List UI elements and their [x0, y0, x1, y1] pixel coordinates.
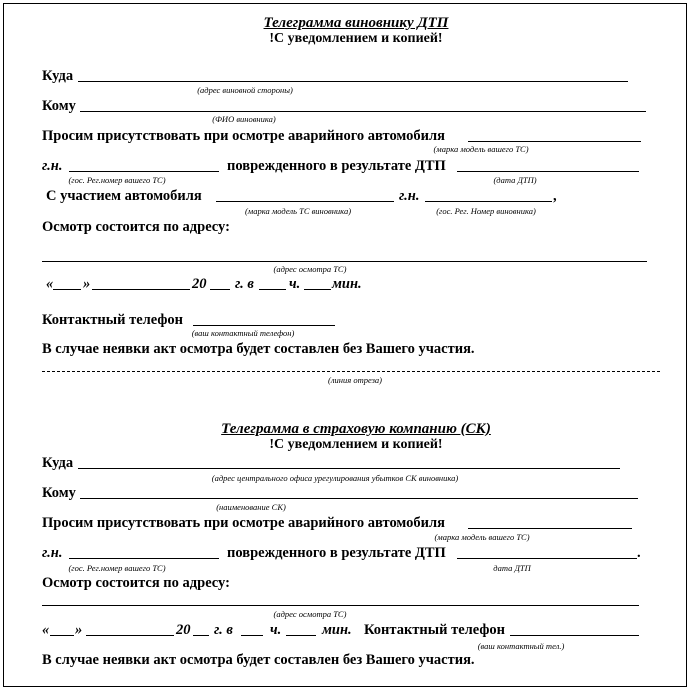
hint-brand-culprit: (марка модель ТС виновника)	[244, 206, 352, 216]
request-text: Просим присутствовать при осмотре аварийного автомобиля	[42, 128, 445, 144]
hint-name: (наименование СК)	[216, 502, 286, 512]
year-prefix: 20	[192, 276, 207, 292]
telegram-title: Телеграмма виновнику ДТП	[263, 15, 449, 31]
to-whom-line[interactable]	[80, 498, 638, 499]
inspection-text: Осмотр состоится по адресу:	[42, 575, 230, 591]
hint-brand: (марка модель вашего ТС)	[434, 532, 530, 542]
phone-label: Контактный телефон	[364, 622, 506, 638]
telegram-subtitle: !С уведомлением и копией!	[269, 437, 443, 452]
request-text: Просим присутствовать при осмотре аварийного автомобиля	[42, 515, 445, 531]
gn-label: г.н.	[42, 545, 63, 561]
phone-label: Контактный телефон	[42, 312, 184, 328]
inspection-address-line[interactable]	[42, 605, 639, 606]
year-prefix: 20	[176, 622, 191, 638]
culprit-gos-line[interactable]	[425, 201, 552, 202]
car-brand-line[interactable]	[468, 528, 632, 529]
minutes-label: мин.	[322, 622, 352, 638]
to-where-line[interactable]	[78, 81, 628, 82]
hint-inspection: (адрес осмотра ТС)	[273, 264, 347, 274]
g-v-text: г. в	[235, 276, 254, 292]
quote-open: «	[42, 622, 50, 638]
comma: ,	[553, 188, 557, 204]
telegram-title: Телеграмма в страховую компанию (СК)	[221, 421, 491, 437]
gn2-label: г.н.	[399, 188, 420, 204]
culprit-brand-line[interactable]	[216, 201, 394, 202]
hint-address: (адрес виновной стороны)	[197, 85, 293, 95]
absence-text: В случае неявки акт осмотра будет составлен без Вашего участия.	[42, 652, 475, 668]
quote-close: »	[83, 276, 91, 292]
cut-line	[42, 371, 660, 372]
absence-text: В случае неявки акт осмотра будет составлен без Вашего участия.	[42, 341, 475, 357]
telegram-subtitle: !С уведомлением и копией!	[269, 31, 443, 46]
hint-gos: (гос. Рег.номер вашего ТС)	[68, 563, 166, 573]
period: .	[637, 545, 641, 561]
hint-date: дата ДТП	[493, 563, 531, 573]
car-brand-line[interactable]	[468, 141, 641, 142]
inspection-address-line[interactable]	[42, 261, 647, 262]
year-line[interactable]	[210, 289, 230, 290]
to-where-label: Куда	[42, 455, 74, 471]
gn-label: г.н.	[42, 158, 63, 174]
month-line[interactable]	[92, 289, 190, 290]
hint-gos: (гос. Рег.номер вашего ТС)	[68, 175, 166, 185]
gos-number-line[interactable]	[69, 171, 219, 172]
minutes-line[interactable]	[304, 289, 331, 290]
hint-inspection: (адрес осмотра ТС)	[273, 609, 347, 619]
hours-label: ч.	[289, 276, 301, 292]
quote-open: «	[46, 276, 54, 292]
day-line[interactable]	[53, 289, 81, 290]
hours-line[interactable]	[241, 635, 263, 636]
day-line[interactable]	[50, 635, 74, 636]
to-where-label: Куда	[42, 68, 74, 84]
to-whom-label: Кому	[42, 98, 76, 114]
quote-close: »	[75, 622, 83, 638]
accident-date-line[interactable]	[457, 558, 637, 559]
to-whom-label: Кому	[42, 485, 76, 501]
with-car-text: С участием автомобиля	[46, 188, 202, 204]
g-v-text: г. в	[214, 622, 233, 638]
to-where-line[interactable]	[78, 468, 620, 469]
hint-gos-culprit: (гос. Рег. Номер виновника)	[436, 206, 536, 216]
hint-brand: (марка модель вашего ТС)	[433, 144, 529, 154]
accident-date-line[interactable]	[457, 171, 639, 172]
hint-address: (адрес центрального офиса урегулирования убытков СК виновника)	[211, 473, 459, 483]
phone-line[interactable]	[193, 325, 335, 326]
damaged-text: поврежденного в результате ДТП	[227, 545, 446, 561]
hint-fio: (ФИО виновника)	[212, 114, 276, 124]
hint-cut: (линия отреза)	[327, 375, 383, 385]
month-line[interactable]	[86, 635, 174, 636]
hours-line[interactable]	[259, 289, 286, 290]
hint-phone: (ваш контактный тел.)	[477, 641, 565, 651]
phone-line[interactable]	[510, 635, 639, 636]
year-line[interactable]	[193, 635, 209, 636]
hint-date: (дата ДТП)	[493, 175, 537, 185]
minutes-line[interactable]	[286, 635, 316, 636]
hours-label: ч.	[270, 622, 282, 638]
gos-number-line[interactable]	[69, 558, 219, 559]
to-whom-line[interactable]	[80, 111, 646, 112]
minutes-label: мин.	[332, 276, 362, 292]
inspection-text: Осмотр состоится по адресу:	[42, 219, 230, 235]
damaged-text: поврежденного в результате ДТП	[227, 158, 446, 174]
hint-phone: (ваш контактный телефон)	[191, 328, 295, 338]
